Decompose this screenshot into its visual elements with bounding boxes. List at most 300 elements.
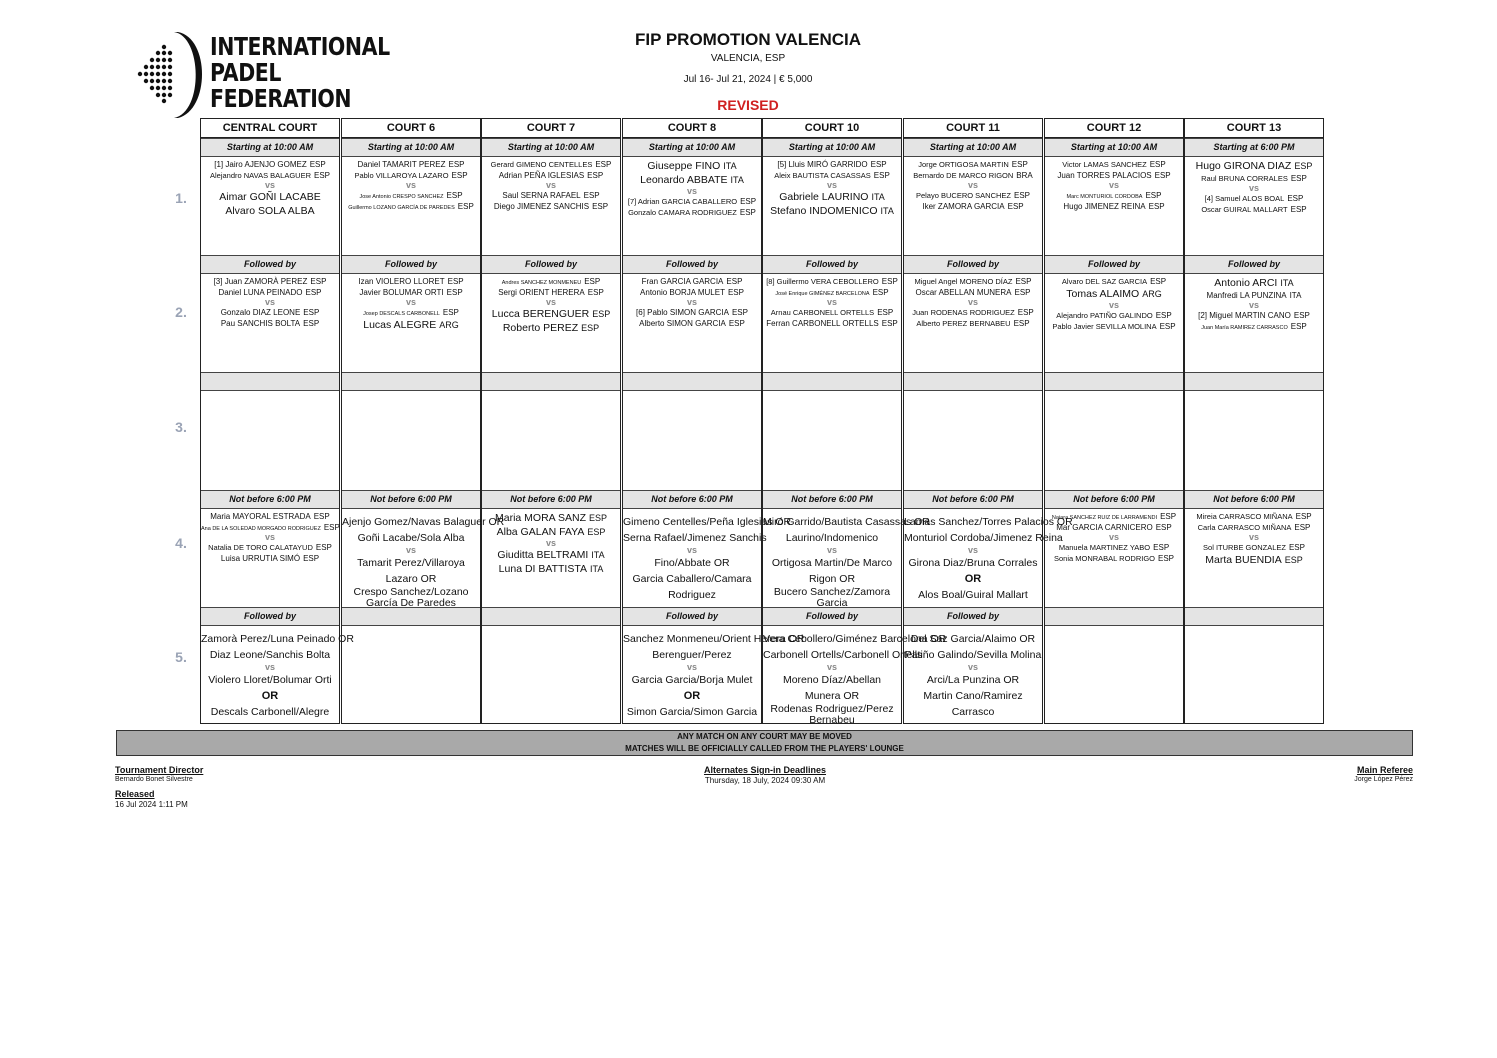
team-line: [623, 530, 767, 546]
team-text: Arci/La Punzina OR: [926, 674, 1020, 686]
player-name: Alejandro PATIÑO GALINDO: [1056, 311, 1153, 320]
versus-label: vs: [826, 662, 837, 672]
team-line: [201, 672, 339, 688]
player-line: [763, 276, 901, 287]
court-header: COURT 13: [1185, 119, 1323, 138]
nationality-code: ESP: [1287, 194, 1304, 203]
team-text: Fino/Abbate OR: [654, 557, 730, 569]
player-line: [623, 173, 761, 187]
player-name: [6] Pablo SIMON GARCIA: [636, 308, 729, 317]
versus-label: vs: [686, 186, 697, 196]
team-line: [342, 514, 505, 530]
versus-label: vs: [545, 538, 556, 548]
nationality-code: ESP: [446, 288, 463, 297]
time-band: [904, 372, 1042, 391]
player-name: Javier BOLUMAR ORTI: [359, 288, 444, 297]
team-text: Bernabeu: [809, 714, 855, 726]
player-line: [482, 190, 620, 201]
team-line: [904, 704, 1042, 720]
nationality-code: ESP: [314, 171, 331, 180]
player-name: Manfredi LA PUNZINA: [1206, 291, 1287, 300]
time-band: [1045, 607, 1183, 626]
nationality-code: ESP: [1017, 308, 1034, 317]
player-line: [1045, 201, 1183, 212]
team-text: OR: [683, 690, 701, 702]
match-cell: [342, 156, 480, 254]
team-text: Berenguer/Perez: [652, 649, 732, 661]
court-column: [200, 118, 354, 724]
versus-label: vs: [405, 545, 416, 555]
team-line: [342, 598, 480, 609]
time-band: [1045, 372, 1183, 391]
team-text: Descals Carbonell/Alegre: [210, 706, 330, 718]
match-cell: [482, 625, 620, 724]
player-name: Ferran CARBONELL ORTELLS: [766, 319, 879, 328]
nationality-code: ESP: [305, 288, 322, 297]
match-cell: [1185, 508, 1323, 606]
player-name: Aleix BAUTISTA CASASSAS: [774, 171, 871, 180]
team-line: [904, 688, 1042, 704]
player-line: [482, 276, 620, 287]
time-band: Starting at 10:00 AM: [904, 138, 1042, 157]
player-line: [763, 318, 901, 329]
player-line: [482, 321, 620, 335]
team-line: [763, 672, 901, 688]
player-name: Aimar GOÑI LACABE: [219, 191, 321, 203]
nationality-code: ESP: [870, 160, 887, 169]
match-cell: [1185, 390, 1323, 489]
match-cell: [623, 625, 805, 724]
player-line: [763, 307, 901, 318]
time-band: Followed by: [763, 607, 901, 626]
notice-line: ANY MATCH ON ANY COURT MAY BE MOVED: [677, 732, 852, 741]
team-line: [201, 631, 354, 647]
match-cell: [201, 273, 339, 371]
court-column: [1184, 118, 1324, 724]
player-name: Lucas ALEGRE: [363, 319, 437, 331]
nationality-code: ESP: [309, 160, 326, 169]
player-name: [8] Guillermo VERA CEBOLLERO: [766, 277, 879, 286]
nationality-code: ESP: [1293, 311, 1310, 320]
nationality-code: ESP: [1290, 205, 1307, 214]
player-name: Josep DESCALS CARBONELL: [363, 311, 440, 317]
match-cell: [482, 156, 620, 254]
player-name: Roberto PEREZ: [502, 322, 579, 334]
released-info: [115, 789, 188, 809]
team-line: [904, 530, 1063, 546]
row-number: 4.: [175, 535, 187, 551]
time-band: Followed by: [904, 607, 1042, 626]
player-line: [763, 190, 901, 204]
match-cell: [482, 390, 620, 489]
nationality-code: ESP: [1157, 554, 1174, 563]
team-line: [904, 514, 1073, 530]
nationality-code: ESP: [1145, 191, 1162, 200]
nationality-code: ESP: [442, 308, 459, 317]
player-name: Izan VIOLERO LLORET: [358, 277, 445, 286]
nationality-code: ITA: [871, 192, 885, 202]
team-line: [623, 647, 761, 663]
court-header: CENTRAL COURT: [201, 119, 339, 138]
versus-label: vs: [264, 297, 275, 307]
nationality-code: ESP: [740, 197, 757, 206]
player-name: [7] Adrian GARCIA CABALLERO: [627, 197, 738, 206]
court-column: [903, 118, 1073, 724]
nationality-code: ESP: [587, 171, 604, 180]
player-line: [201, 190, 339, 204]
nationality-code: ESP: [303, 554, 320, 563]
player-name: Juan TORRES PALACIOS: [1057, 171, 1152, 180]
nationality-code: ESP: [1011, 160, 1028, 169]
team-text: Patiño Galindo/Sevilla Molina: [904, 649, 1042, 661]
nationality-code: ESP: [1159, 322, 1176, 331]
time-band: Not before 6:00 PM: [201, 490, 339, 509]
player-name: Tomas ALAIMO: [1066, 288, 1140, 300]
match-cell: [201, 156, 339, 254]
versus-label: vs: [686, 662, 697, 672]
time-band: Starting at 10:00 AM: [1045, 138, 1183, 157]
team-line: [342, 530, 480, 546]
player-line: [1185, 193, 1323, 204]
player-name: Daniel TAMARIT PEREZ: [357, 160, 446, 169]
nationality-code: ESP: [731, 308, 748, 317]
row-number: 3.: [175, 419, 187, 435]
player-line: [1185, 159, 1323, 173]
player-line: [1045, 542, 1183, 553]
player-name: Mar GARCIA CARNICERO: [1056, 523, 1153, 532]
nationality-code: ESP: [315, 543, 332, 552]
player-name: Pablo Javier SEVILLA MOLINA: [1052, 322, 1157, 331]
team-text: Lamas Sanchez/Torres Palacios OR: [904, 516, 1073, 528]
team-line: [623, 672, 761, 688]
player-name: Antonio BORJA MULET: [640, 288, 725, 297]
player-name: Oscar ABELLAN MUNERA: [915, 288, 1012, 297]
nationality-code: ITA: [730, 175, 744, 185]
nationality-code: ESP: [595, 160, 612, 169]
time-band: Followed by: [342, 255, 480, 274]
player-line: [904, 318, 1042, 329]
court-header: COURT 11: [904, 119, 1042, 138]
match-cell: [201, 508, 339, 606]
nationality-code: ARG: [1142, 289, 1162, 299]
nationality-code: ESP: [726, 277, 743, 286]
team-text: Crespo Sanchez/Lozano: [353, 586, 469, 598]
team-text: OR: [261, 690, 279, 702]
time-band: [1185, 607, 1323, 626]
player-name: Natalia DE TORO CALATAYUD: [208, 543, 313, 552]
player-line: [342, 190, 480, 201]
team-text: Garcia Caballero/Camara: [632, 573, 752, 585]
team-line: [201, 688, 339, 704]
team-text: Moreno Díaz/Abellan: [782, 674, 882, 686]
player-name: [1] Jairo AJENJO GOMEZ: [214, 160, 307, 169]
team-line: [623, 631, 805, 647]
player-name: Oscar GUIRAL MALLART: [1201, 205, 1288, 214]
match-cell: [904, 625, 1042, 724]
player-line: [201, 204, 339, 218]
player-line: [1185, 511, 1323, 522]
match-cell: [1185, 156, 1323, 254]
versus-label: vs: [264, 662, 275, 672]
player-name: Gerard GIMENO CENTELLES: [490, 160, 593, 169]
nationality-code: ESP: [1153, 543, 1170, 552]
player-name: Alba GALAN FAYA: [496, 526, 585, 538]
match-cell: [1185, 625, 1323, 724]
player-name: Hugo GIRONA DIAZ: [1195, 160, 1292, 172]
player-line: [1185, 542, 1323, 553]
team-line: [904, 647, 1042, 663]
nationality-code: ESP: [446, 191, 463, 200]
player-name: Fran GARCIA GARCIA: [641, 277, 724, 286]
player-name: Saul SERNA RAFAEL: [502, 191, 581, 200]
player-name: Jorge ORTIGOSA MARTIN: [918, 160, 1009, 169]
tournament-director: [115, 765, 203, 783]
player-line: [1185, 553, 1323, 567]
versus-label: vs: [967, 180, 978, 190]
player-name: Maria MAYORAL ESTRADA: [210, 512, 311, 521]
nationality-code: ESP: [303, 308, 320, 317]
player-name: Gonzalo DIAZ LEONE: [220, 308, 301, 317]
player-line: [482, 511, 620, 525]
team-text: Serna Rafael/Jimenez Sanchis: [623, 532, 767, 544]
player-name: Adrian PEÑA IGLESIAS: [498, 171, 585, 180]
referee-name: Jorge López Pérez: [1354, 776, 1413, 783]
notice-banner: [116, 730, 1413, 756]
player-name: Arnau CARBONELL ORTELLS: [770, 308, 875, 317]
player-name: Manuela MARTINEZ YABO: [1058, 543, 1151, 552]
player-line: [623, 318, 761, 329]
team-line: [763, 571, 901, 587]
alternates-deadlines: [600, 765, 930, 785]
match-cell: [904, 390, 1042, 489]
team-line: [904, 587, 1042, 603]
player-name: Guillermo LOZANO GARCÍA DE PAREDES: [348, 205, 455, 211]
player-name: Gabriele LAURINO: [779, 191, 869, 203]
team-line: [623, 704, 761, 720]
nationality-code: ESP: [1160, 512, 1177, 521]
player-line: [201, 318, 339, 329]
nationality-code: ARG: [439, 320, 459, 330]
tournament-title: FIP PROMOTION VALENCIA: [634, 30, 862, 49]
director-label: Tournament Director: [115, 765, 204, 775]
nationality-code: ESP: [457, 202, 474, 211]
team-text: Rodriguez: [668, 589, 716, 601]
player-line: [201, 511, 339, 522]
player-name: Luisa URRUTIA SIMÓ: [220, 554, 301, 563]
player-name: Sol ITURBE GONZALEZ: [1203, 543, 1286, 552]
nationality-code: ESP: [881, 319, 898, 328]
nationality-code: ESP: [1149, 160, 1166, 169]
nationality-code: ESP: [448, 160, 465, 169]
nationality-code: ESP: [881, 277, 898, 286]
nationality-code: ESP: [303, 319, 320, 328]
player-name: Hugo JIMENEZ REINA: [1063, 202, 1146, 211]
nationality-code: ESP: [1284, 555, 1303, 565]
player-line: [623, 276, 761, 287]
match-cell: [904, 156, 1042, 254]
time-band: Followed by: [201, 607, 339, 626]
versus-label: vs: [826, 297, 837, 307]
time-band: [1185, 372, 1323, 391]
released-value: 16 Jul 2024 1:11 PM: [115, 800, 188, 809]
match-cell: [342, 625, 480, 724]
team-text: Monturiol Cordoba/Jimenez Reina: [904, 532, 1063, 544]
match-cell: [904, 508, 1073, 606]
player-line: [1045, 159, 1183, 170]
time-band: Not before 6:00 PM: [904, 490, 1042, 509]
time-band: Starting at 10:00 AM: [623, 138, 761, 157]
match-cell: [763, 390, 901, 489]
time-band: Followed by: [623, 255, 761, 274]
player-name: Naiara SANCHEZ RUIZ DE LARRAMENDI: [1051, 515, 1158, 521]
match-cell: [904, 273, 1042, 371]
nationality-code: ESP: [1290, 174, 1307, 183]
player-line: [763, 159, 901, 170]
player-line: [342, 201, 480, 212]
nationality-code: ESP: [1014, 288, 1031, 297]
row-number: 1.: [175, 190, 187, 206]
tournament-dates: Jul 16- Jul 21, 2024 | € 5,000: [683, 74, 813, 85]
match-cell: [342, 508, 505, 609]
time-band: [201, 372, 339, 391]
team-text: Munera OR: [804, 690, 860, 702]
org-line-3: FEDERATION: [210, 84, 352, 113]
time-band: Not before 6:00 PM: [342, 490, 480, 509]
court-header: COURT 8: [623, 119, 761, 138]
team-text: Rodenas Rodriguez/Perez: [770, 703, 894, 715]
nationality-code: ESP: [584, 277, 601, 286]
team-text: Sanchez Monmeneu/Orient Herera OR: [623, 633, 805, 645]
org-line-2: PADEL: [210, 58, 282, 87]
versus-label: vs: [545, 297, 556, 307]
nationality-code: ESP: [592, 309, 611, 319]
player-line: [1185, 276, 1323, 290]
match-cell: [763, 156, 901, 254]
nationality-code: ESP: [587, 527, 606, 537]
versus-label: vs: [967, 545, 978, 555]
match-cell: [482, 508, 620, 606]
time-band: Followed by: [1045, 255, 1183, 274]
player-name: Alvaro DEL SAZ GARCIA: [1061, 277, 1148, 286]
team-line: [763, 631, 947, 647]
nationality-code: ESP: [1288, 543, 1305, 552]
player-line: [623, 159, 761, 173]
player-line: [1045, 511, 1183, 522]
time-band: [482, 607, 620, 626]
team-text: Garcia: [816, 597, 848, 609]
nationality-code: ESP: [728, 319, 745, 328]
match-cell: [201, 625, 354, 724]
player-name: Sergi ORIENT HERERA: [498, 288, 585, 297]
team-line: [904, 555, 1042, 571]
nationality-code: ITA: [880, 206, 894, 216]
versus-label: vs: [1108, 180, 1119, 190]
team-text: Martin Cano/Ramirez: [923, 690, 1023, 702]
team-line: [904, 571, 1042, 587]
player-name: Ana DE LA SOLEDAD MORGADO RODRIGUEZ: [201, 526, 321, 532]
player-name: Alberto PEREZ BERNABEU: [916, 319, 1011, 328]
player-name: Iker ZAMORA GARCIA: [922, 202, 1005, 211]
player-name: Juan RODENAS RODRIGUEZ: [912, 308, 1015, 317]
player-name: Lucca BERENGUER: [491, 308, 590, 320]
nationality-code: ESP: [1007, 202, 1024, 211]
nationality-code: BRA: [1016, 171, 1033, 180]
player-line: [482, 201, 620, 212]
player-name: Alberto SIMON GARCIA: [639, 319, 726, 328]
team-line: [201, 647, 339, 663]
released-label: Released: [115, 789, 155, 799]
team-line: [342, 571, 480, 587]
order-of-play-grid: [200, 118, 1325, 726]
nationality-code: ESP: [1013, 319, 1030, 328]
versus-label: vs: [405, 180, 416, 190]
time-band: Starting at 10:00 AM: [763, 138, 901, 157]
nationality-code: ITA: [589, 564, 604, 574]
player-line: [342, 307, 480, 318]
player-line: [201, 553, 339, 564]
player-name: Jose Antonio CRESPO SANCHEZ: [359, 194, 444, 200]
player-name: [5] Lluis MIRÓ GARRIDO: [777, 160, 868, 169]
player-line: [1185, 204, 1323, 215]
versus-label: vs: [405, 297, 416, 307]
match-cell: [623, 508, 792, 606]
team-text: Simon Garcia/Simon Garcia: [626, 706, 758, 718]
match-cell: [1045, 625, 1183, 724]
match-cell: [623, 156, 761, 254]
team-text: Goñi Lacabe/Sola Alba: [357, 532, 465, 544]
team-text: Zamorà Perez/Luna Peinado OR: [201, 633, 354, 645]
nationality-code: ESP: [583, 191, 600, 200]
nationality-code: ESP: [1148, 202, 1165, 211]
nationality-code: ESP: [581, 323, 600, 333]
player-name: Giuditta BELTRAMI: [497, 549, 589, 561]
team-line: [763, 555, 901, 571]
versus-label: vs: [967, 297, 978, 307]
player-name: Alejandro NAVAS BALAGUER: [209, 171, 311, 180]
time-band: [482, 372, 620, 391]
time-band: Starting at 6:00 PM: [1185, 138, 1323, 157]
player-line: [1045, 321, 1183, 332]
player-name: Marc MONTURIOL CORDOBA: [1066, 194, 1143, 200]
player-line: [904, 276, 1042, 287]
match-cell: [482, 273, 620, 371]
player-name: Gonzalo CAMARA RODRIGUEZ: [628, 208, 737, 217]
court-column: [1044, 118, 1184, 724]
player-line: [482, 525, 620, 539]
court-header: COURT 6: [342, 119, 480, 138]
player-line: [482, 307, 620, 321]
team-line: [623, 587, 761, 603]
player-line: [623, 207, 761, 218]
player-name: [2] Miguel MARTIN CANO: [1198, 311, 1291, 320]
nationality-code: ESP: [1150, 277, 1167, 286]
player-line: [1185, 310, 1323, 321]
match-cell: [1045, 390, 1183, 489]
match-cell: [342, 273, 480, 371]
alternates-value: Thursday, 18 July, 2024 09:30 AM: [704, 776, 826, 785]
player-line: [1045, 276, 1183, 287]
versus-label: vs: [1108, 532, 1119, 542]
nationality-code: ESP: [727, 288, 744, 297]
time-band: Starting at 10:00 AM: [342, 138, 480, 157]
nationality-code: ESP: [1295, 512, 1312, 521]
nationality-code: ESP: [592, 202, 609, 211]
team-text: Del Saz Garcia/Alaimo OR: [910, 633, 1036, 645]
player-line: [1185, 321, 1323, 332]
player-line: [342, 276, 480, 287]
player-line: [201, 276, 339, 287]
time-band: Not before 6:00 PM: [623, 490, 761, 509]
